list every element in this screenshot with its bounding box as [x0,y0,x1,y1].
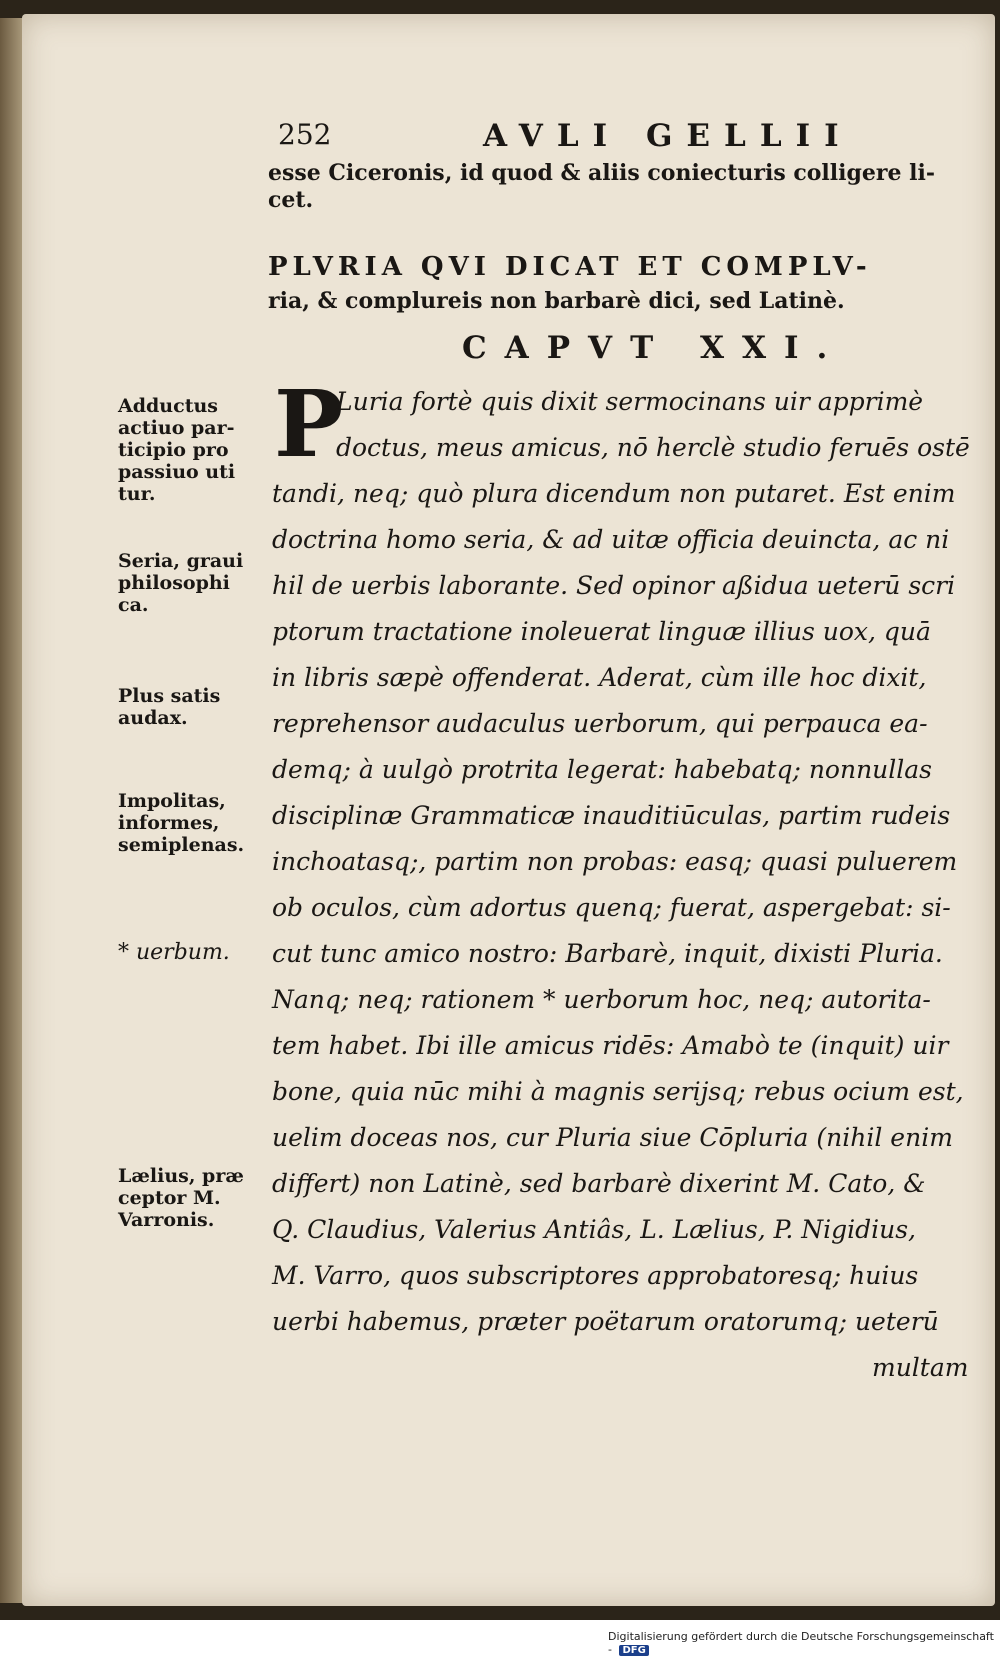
margin-note-line: Lælius, præ [118,1165,244,1187]
body-line: tem habet. Ibi ille amicus ridēs: Amabò te (inquit) uir [272,1031,949,1060]
body-line: differt) non Latinè, sed barbarè dixerint M. Cato, & [272,1169,926,1198]
body-line: reprehensor audaculus uerborum, qui perpauca ea- [272,709,928,738]
margin-note-line: Seria, graui [118,550,244,572]
intro-line: cet. [268,187,314,213]
margin-note-line: Impolitas, [118,790,226,812]
page-number: 252 [278,118,332,151]
margin-note-line: actiuo par- [118,417,235,439]
margin-note-line: philosophi [118,572,230,594]
body-line: demq; à uulgò protrita legerat: habebatq; nonnullas [272,755,932,784]
body-line: multam [872,1353,969,1382]
body-line: in libris sæpè offenderat. Aderat, cùm ille hoc dixit, [272,663,927,692]
body-line: bone, quia nūc mihi à magnis serijsq; rebus ocium est, [272,1077,964,1106]
margin-note-line: semiplenas. [118,834,245,856]
section-title: ria, & complureis non barbarè dici, sed Latinè. [268,288,845,314]
drop-cap: P [274,370,344,478]
body-line: uerbi habemus, præter poëtarum oratorumq; ueterū [272,1307,939,1336]
margin-note [118,942,230,964]
body-line: tandi, neq; quò plura dicendum non putaret. Est enim [272,479,956,508]
body-line: Nanq; neq; rationem * uerborum hoc, neq; autorita- [272,985,931,1014]
body-line: disciplinæ Grammaticæ inauditiūculas, partim rudeis [272,801,951,830]
margin-note [118,395,235,505]
margin-note-line: tur. [118,483,156,505]
running-title: AVLI GELLII [483,118,853,154]
body-line: hil de uerbis laborante. Sed opinor aßidua ueterū scri [272,571,956,600]
dfg-logo: DFG [619,1645,648,1656]
body-line: ob oculos, cùm adortus quenq; fuerat, aspergebat: si- [272,893,951,922]
margin-note-line: informes, [118,812,220,834]
body-line: M. Varro, quos subscriptores approbatoresq; huius [272,1261,919,1290]
body-line: Q. Claudius, Valerius Antiâs, L. Lælius, P. Nigidius, [272,1215,917,1244]
body-line: ptorum tractatione inoleuerat linguæ illius uox, quā [272,617,931,646]
margin-note-line: ca. [118,594,149,616]
margin-note [118,685,220,729]
margin-note-line: Plus satis [118,685,221,707]
body-line: doctrina homo seria, & ad uitæ officia deuincta, ac ni [272,525,950,554]
section-title: PLVRIA QVI DICAT ET COMPLV- [268,252,872,282]
chapter-heading: CAPVT XXI. [462,330,846,366]
margin-note-line: passiuo uti [118,461,236,483]
body-line: cut tunc amico nostro: Barbarè, inquit, dixisti Pluria. [272,939,943,968]
margin-note-line: audax. [118,707,188,729]
digitization-credit [608,1630,1000,1656]
body-line: doctus, meus amicus, nō herclè studio feruēs ostē [336,433,970,462]
margin-note-line: * uerbum. [118,940,230,965]
margin-note-line: ceptor M. [118,1187,221,1209]
page-header [278,118,858,158]
body-line: Luria fortè quis dixit sermocinans uir apprimè [336,387,924,416]
intro-line: esse Ciceronis, id quod & aliis coniecturis colligere li- [268,160,935,186]
credit-text: Digitalisierung gefördert durch die Deutsche Forschungsgemeinschaft - [608,1630,994,1656]
margin-note [118,1165,244,1231]
margin-note-line: ticipio pro [118,439,229,461]
body-line: uelim doceas nos, cur Pluria siue Cōpluria (nihil enim [272,1123,953,1152]
body-line: inchoatasq;, partim non probas: easq; quasi puluerem [272,847,958,876]
margin-note [118,550,243,616]
margin-note-line: Varronis. [118,1209,215,1231]
margin-note [118,790,244,856]
margin-note-line: Adductus [118,395,218,417]
